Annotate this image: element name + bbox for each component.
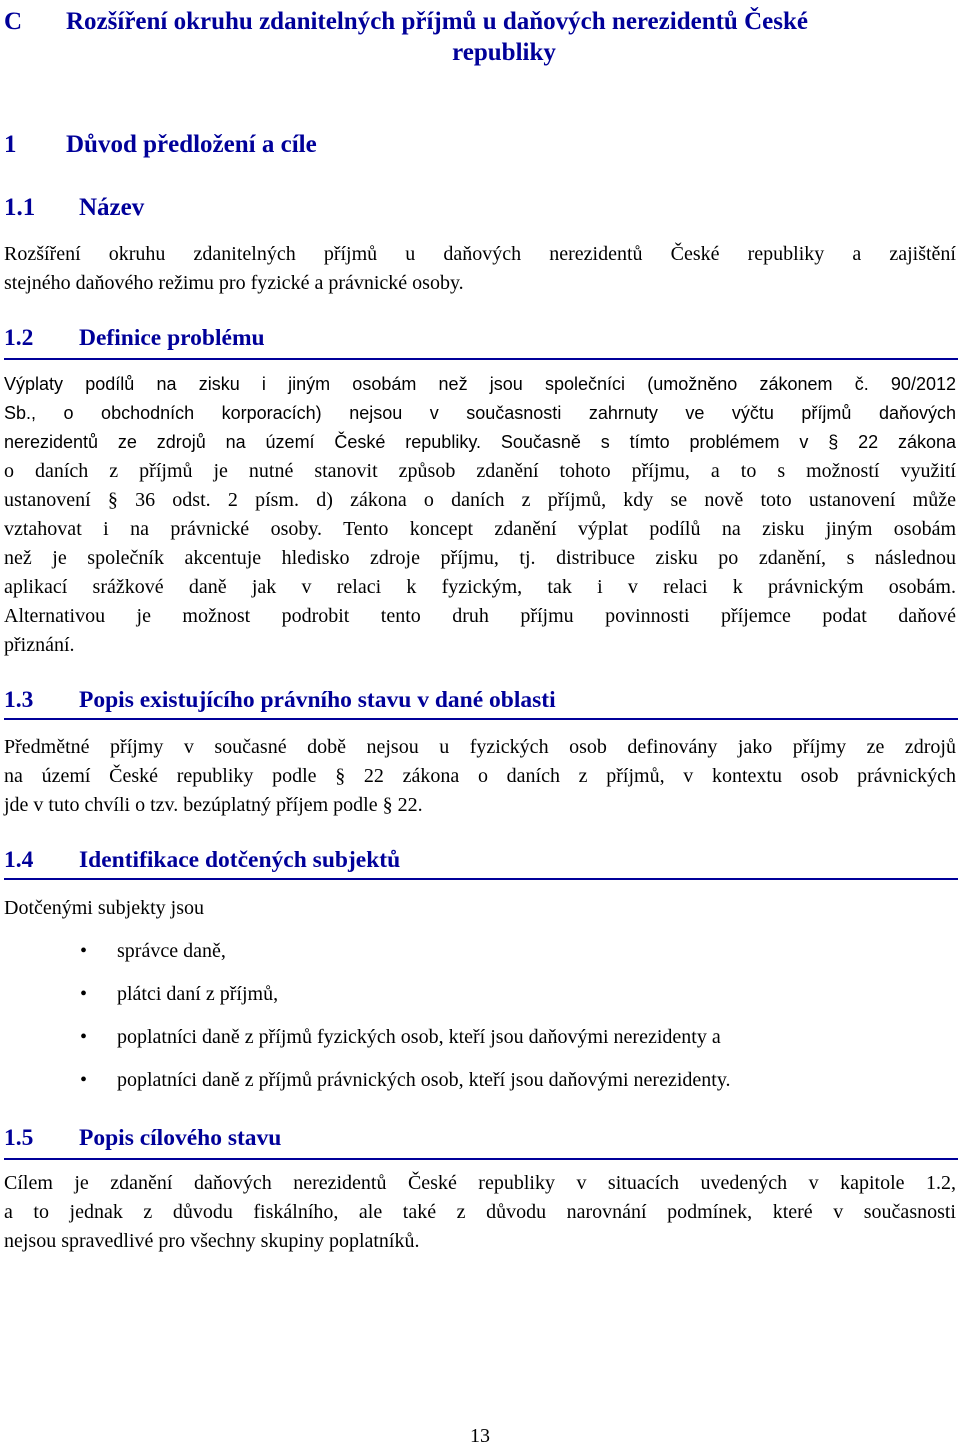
list-item: poplatníci daně z příjmů právnických osob, kteří jsou daňovými nerezidenty. (117, 1069, 731, 1091)
section-1-2-text-line: nerezidentů ze zdrojů na území České republiky. Současně s tímto problémem v § 22 zákona (4, 432, 956, 452)
chapter-title: Důvod předložení a cíle (66, 131, 317, 158)
section-1-4-title: Identifikace dotčených subjektů (79, 847, 401, 873)
bullet-icon: • (80, 940, 88, 962)
section-1-3-text-line: jde v tuto chvíli o tzv. bezúplatný příjem podle § 22. (4, 794, 423, 816)
section-1-1-title: Název (79, 194, 145, 221)
list-item: správce daně, (117, 940, 226, 962)
section-1-3-underline (4, 718, 958, 720)
section-1-1-text-line: Rozšíření okruhu zdanitelných příjmů u daňových nerezidentů České republiky a zajištění (4, 243, 956, 265)
section-1-5-title: Popis cílového stavu (79, 1125, 282, 1151)
section-1-2-text-line: o daních z příjmů je nutné stanovit způsob zdanění tohoto příjmu, a to s možností využití (4, 460, 956, 482)
page-number: 13 (470, 1425, 490, 1447)
section-1-5-text-line: Cílem je zdanění daňových nerezidentů České republiky v situacích uvedených v kapitole 1.2, (4, 1172, 956, 1194)
bullet-icon: • (80, 1069, 88, 1091)
section-1-5-text-line: nejsou spravedlivé pro všechny skupiny poplatníků. (4, 1230, 420, 1252)
section-1-5-number: 1.5 (4, 1125, 34, 1151)
section-1-4-number: 1.4 (4, 847, 34, 873)
list-item: plátci daní z příjmů, (117, 983, 279, 1005)
section-1-4-underline (4, 878, 958, 880)
chapter-number: 1 (4, 131, 17, 158)
section-1-2-text-line: než je společník akcentuje hledisko zdroje příjmu, tj. distribuce zisku po zdanění, s následnou (4, 547, 956, 569)
bullet-icon: • (80, 983, 88, 1005)
section-1-1-text-line: stejného daňového režimu pro fyzické a právnické osoby. (4, 272, 464, 294)
section-1-2-title: Definice problému (79, 325, 265, 351)
section-1-2-text-line: ustanovení § 36 odst. 2 písm. d) zákona o daních z příjmů, kdy se nově toto ustanovení může (4, 489, 956, 511)
section-1-2-text-line: přiznání. (4, 634, 75, 656)
list-item: poplatníci daně z příjmů fyzických osob, kteří jsou daňovými nerezidenty a (117, 1026, 721, 1048)
section-1-2-number: 1.2 (4, 325, 34, 351)
section-title-line2: republiky (452, 39, 556, 66)
section-1-5-text-line: a to jednak z důvodu fiskálního, ale také z důvodu narovnání podmínek, které v současnosti (4, 1201, 956, 1223)
section-1-2-text-line: Sb., o obchodních korporacích) nejsou v současnosti zahrnuty ve výčtu příjmů daňových (4, 403, 956, 423)
section-1-2-text-line: vztahovat i na právnické osoby. Tento koncept zdanění výplat podílů na zisku jiným osobám (4, 518, 956, 540)
section-letter: C (4, 8, 23, 35)
section-1-2-text-line: aplikací srážkové daně jak v relaci k fyzickým, tak i v relaci k právnickým osobám. (4, 576, 956, 598)
section-1-3-text-line: Předmětné příjmy v současné době nejsou u fyzických osob definovány jako příjmy ze zdrojů (4, 736, 956, 758)
section-title-line1: Rozšíření okruhu zdanitelných příjmů u daňových nerezidentů České (66, 8, 808, 35)
bullet-icon: • (80, 1026, 88, 1048)
section-1-3-text-line: na území České republiky podle § 22 zákona o daních z příjmů, v kontextu osob právnických (4, 765, 956, 787)
section-1-5-underline (4, 1158, 958, 1160)
section-1-2-text-line: Alternativou je možnost podrobit tento druh příjmu povinnosti příjemce podat daňové (4, 605, 956, 627)
section-1-3-number: 1.3 (4, 687, 34, 713)
section-1-2-underline (4, 358, 958, 360)
section-1-2-text-line: Výplaty podílů na zisku i jiným osobám než jsou společníci (umožněno zákonem č. 90/2012 (4, 374, 956, 394)
section-1-4-intro: Dotčenými subjekty jsou (4, 897, 204, 919)
section-1-1-number: 1.1 (4, 194, 36, 221)
section-1-3-title: Popis existujícího právního stavu v dané oblasti (79, 687, 556, 713)
